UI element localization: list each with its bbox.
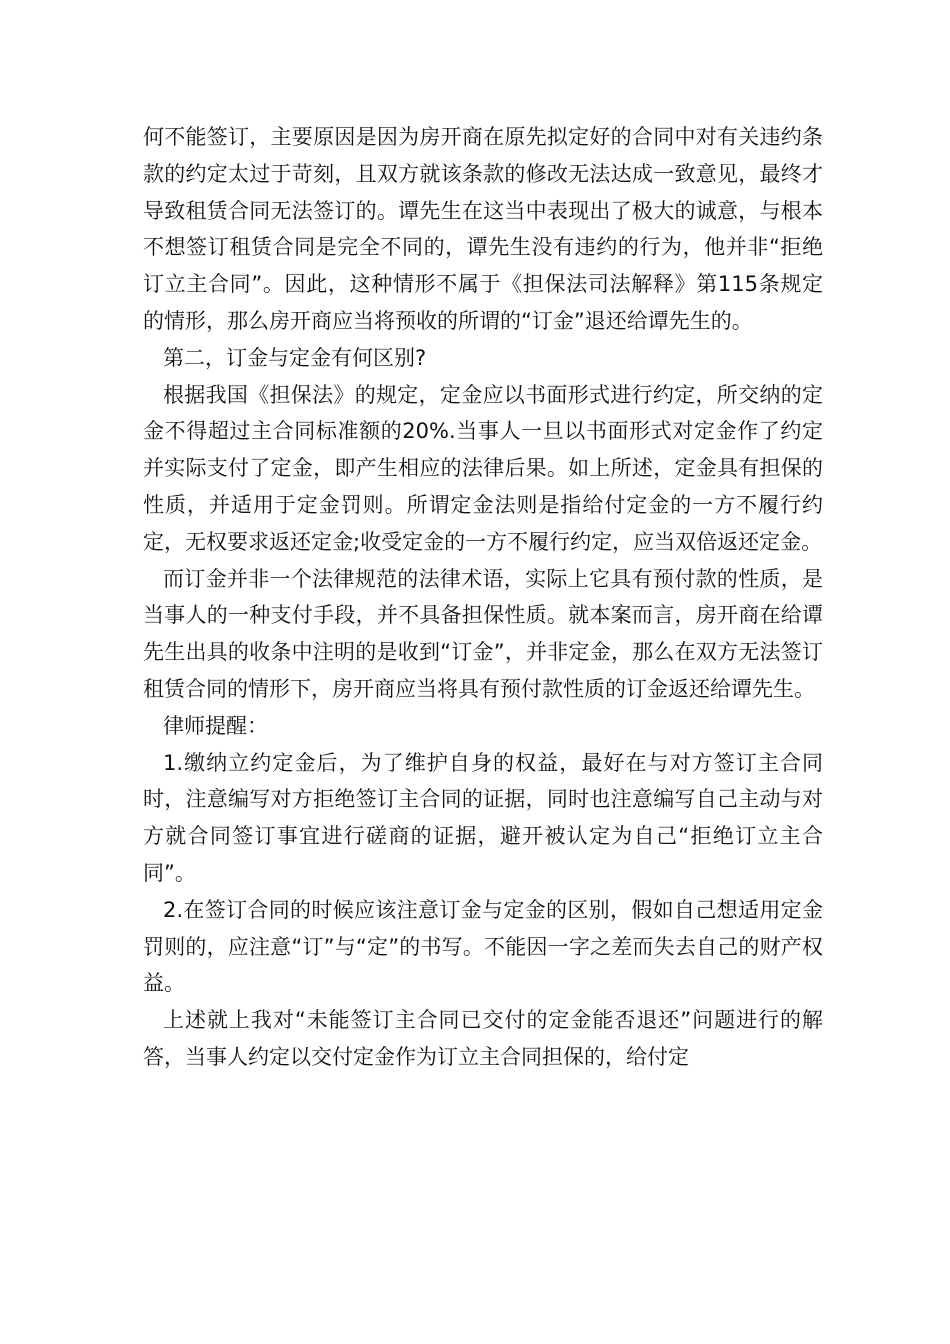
paragraph-heading-second: 第二，订金与定金有何区别?: [163, 345, 427, 370]
paragraph-reminder-1: 1.缴纳立约定金后，为了维护自身的权益，最好在与对方签订主合同时，注意编写对方拒绝签订主合同的证据，同时也注意编写自己主动与对方就合同签订事宜进行磋商的证据，避开被认定为自己“拒绝订立主合同”。: [143, 750, 823, 885]
paragraph-deposit-law: 根据我国《担保法》的规定，定金应以书面形式进行约定，所交纳的定金不得超过主合同标准额的20%.当事人一旦以书面形式对定金作了约定并实际支付了定金，即产生相应的法律后果。如上所述，定金具有担保的性质，并适用于定金罚则。所谓定金法则是指给付定金的一方不履行约定，无权要求返还定金;收受定金的一方不履行约定，应当双倍返还定金。: [143, 382, 823, 554]
paragraph-reminder-2: 2.在签订合同的时候应该注意订金与定金的区别，假如自己想适用定金罚则的，应注意“订”与“定”的书写。不能因一字之差而失去自己的财产权益。: [143, 897, 823, 996]
paragraph-conclusion: 上述就上我对“未能签订主合同已交付的定金能否退还”问题进行的解答，当事人约定以交付定金作为订立主合同担保的，给付定: [143, 1008, 823, 1069]
paragraph-advance-payment: 而订金并非一个法律规范的法律术语，实际上它具有预付款的性质，是当事人的一种支付手段，并不具备担保性质。就本案而言，房开商在给谭先生出具的收条中注明的是收到“订金”，并非定金，那么在双方无法签订租赁合同的情形下，房开商应当将具有预付款性质的订金返还给谭先生。: [143, 566, 823, 701]
document-body: [143, 119, 823, 1076]
paragraph-lawyer-reminder: 律师提醒：: [163, 713, 268, 738]
paragraph-contract-reason: 何不能签订，主要原因是因为房开商在原先拟定好的合同中对有关违约条款的约定太过于苛刻，且双方就该条款的修改无法达成一致意见，最终才导致租赁合同无法签订的。谭先生在这当中表现出了极大的诚意，与根本不想签订租赁合同是完全不同的，谭先生没有违约的行为，他并非“拒绝订立主合同”。因此，这种情形不属于《担保法司法解释》第115条规定的情形，那么房开商应当将预收的所谓的“订金”退还给谭先生的。: [143, 125, 823, 333]
